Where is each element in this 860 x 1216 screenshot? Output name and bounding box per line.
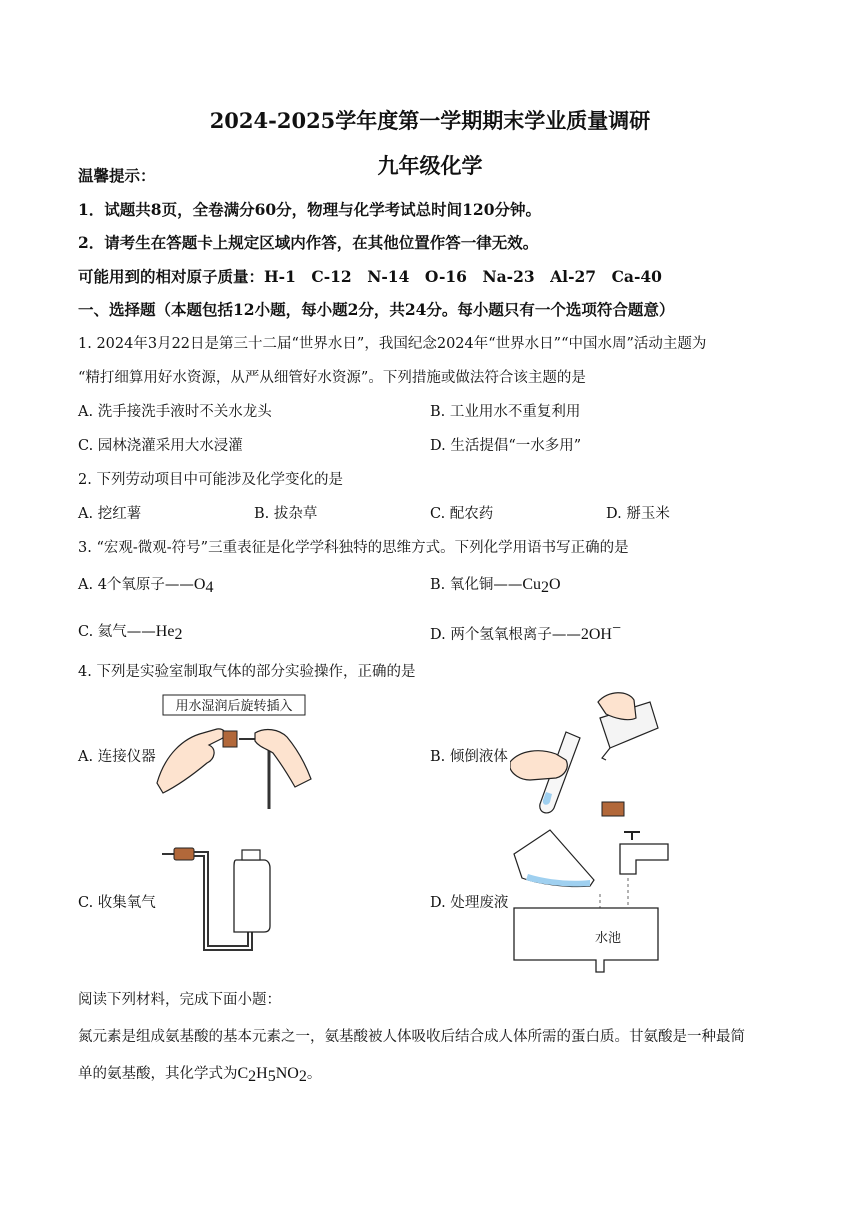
section-heading: 一、选择题（本题包括12小题，每小题2分，共24分。每小题只有一个选项符合题意） <box>78 300 675 319</box>
q3-d-formula: 2OH <box>580 626 612 643</box>
reading-line2 <box>78 1062 321 1086</box>
q3-b-formula1: Cu <box>522 576 542 593</box>
glycine-c-sub: 2 <box>248 1068 257 1085</box>
beaker-icon <box>514 830 594 887</box>
page-subtitle: 九年级化学 <box>377 153 483 178</box>
q1-stem-line2: “精打细算用好水资源，从严从细管好水资源”。下列措施或做法符合该主题的是 <box>78 370 586 386</box>
q3-b-sub: 2 <box>541 579 550 596</box>
reading-line2-post: 。 <box>306 1066 322 1082</box>
stopper-icon <box>223 731 237 747</box>
q3-option-a <box>78 573 213 597</box>
reading-line2-pre: 单的氨基酸，其化学式为 <box>78 1066 238 1082</box>
right-hand-icon <box>255 730 311 787</box>
q4-option-b: B. 倾倒液体 <box>430 749 508 765</box>
q3-a-sub: 4 <box>205 579 214 596</box>
q1-stem-line1: 1. 2024年3月22日是第三十二届“世界水日”，我国纪念2024年“世界水日”“中国水周”活动主题为 <box>78 336 707 352</box>
q3-c-text: C. 氦气—— <box>78 624 156 640</box>
q2-option-a: A. 挖红薯 <box>78 506 142 522</box>
waste-liquid-figure <box>508 824 683 974</box>
q3-a-formula: O <box>193 576 206 593</box>
faucet-handle-icon <box>624 832 640 840</box>
bottle-stopper-icon <box>602 802 624 816</box>
q4-option-c: C. 收集氧气 <box>78 895 156 911</box>
connect-apparatus-figure <box>155 693 315 813</box>
q3-b-text: B. 氧化铜—— <box>430 577 523 593</box>
q3-b-formula2: O <box>549 576 561 593</box>
glycine-o-sub: 2 <box>298 1068 307 1085</box>
q4-stem: 4. 下列是实验室制取气体的部分实验操作，正确的是 <box>78 664 416 680</box>
figure-a-label: 用水湿润后旋转插入 <box>175 699 293 714</box>
sink-icon <box>514 908 658 972</box>
glycine-c: C <box>237 1065 249 1082</box>
q3-stem: 3. “宏观-微观-符号”三重表征是化学学科独特的思维方式。下列化学用语书写正确的是 <box>78 540 629 556</box>
q1-option-a: A. 洗手接洗手液时不关水龙头 <box>78 404 272 420</box>
atomic-mass-line: 可能用到的相对原子质量：H-1 C-12 N-14 O-16 Na-23 Al-27 Ca-40 <box>78 267 662 286</box>
q4-option-a: A. 连接仪器 <box>78 749 156 765</box>
gas-bottle-icon <box>234 860 270 932</box>
q1-option-c: C. 园林浇灌采用大水浸灌 <box>78 438 243 454</box>
pouring-hand-icon <box>598 693 636 720</box>
glycine-h: H <box>256 1065 268 1082</box>
q3-option-d <box>430 620 621 644</box>
faucet-icon <box>620 844 668 874</box>
bottle-neck-icon <box>242 850 260 860</box>
q3-d-sup: − <box>611 620 621 637</box>
q3-c-sub: 2 <box>174 626 183 643</box>
bottle-mouth-icon <box>602 748 610 760</box>
glycine-h-sub: 5 <box>267 1068 276 1085</box>
q1-option-d: D. 生活提倡“一水多用” <box>430 438 582 454</box>
q2-option-c: C. 配农药 <box>430 506 494 522</box>
glycine-no: NO <box>275 1065 299 1082</box>
q3-option-c <box>78 620 182 644</box>
collect-oxygen-figure <box>160 846 275 954</box>
sink-label: 水池 <box>594 931 622 946</box>
tip-item-2: 2．请考生在答题卡上规定区域内作答，在其他位置作答一律无效。 <box>78 233 539 252</box>
holding-hand-icon <box>510 751 567 780</box>
pour-liquid-figure <box>510 688 660 820</box>
q3-option-b <box>430 573 561 597</box>
q2-option-d: D. 掰玉米 <box>606 506 670 522</box>
q3-d-text: D. 两个氢氧根离子—— <box>430 627 581 643</box>
reading-intro: 阅读下列材料，完成下面小题： <box>78 992 281 1008</box>
q2-option-b: B. 拔杂草 <box>254 506 318 522</box>
q3-c-formula: He <box>155 623 175 640</box>
page-title: 2024-2025学年度第一学期期末学业质量调研 <box>209 108 651 133</box>
reading-line1: 氮元素是组成氨基酸的基本元素之一，氨基酸被人体吸收后结合成人体所需的蛋白质。甘氨酸是一种最简 <box>78 1029 745 1045</box>
tips-heading: 温馨提示： <box>78 166 156 185</box>
tip-item-1: 1．试题共8页，全卷满分60分，物理与化学考试总时间120分钟。 <box>78 200 541 219</box>
q1-option-b: B. 工业用水不重复利用 <box>430 404 581 420</box>
q2-stem: 2. 下列劳动项目中可能涉及化学变化的是 <box>78 472 343 488</box>
left-hand-icon <box>157 729 225 793</box>
q3-a-text: A. 4个氧原子—— <box>78 577 194 593</box>
rubber-tube-icon <box>174 848 194 860</box>
q4-option-d: D. 处理废液 <box>430 895 509 911</box>
